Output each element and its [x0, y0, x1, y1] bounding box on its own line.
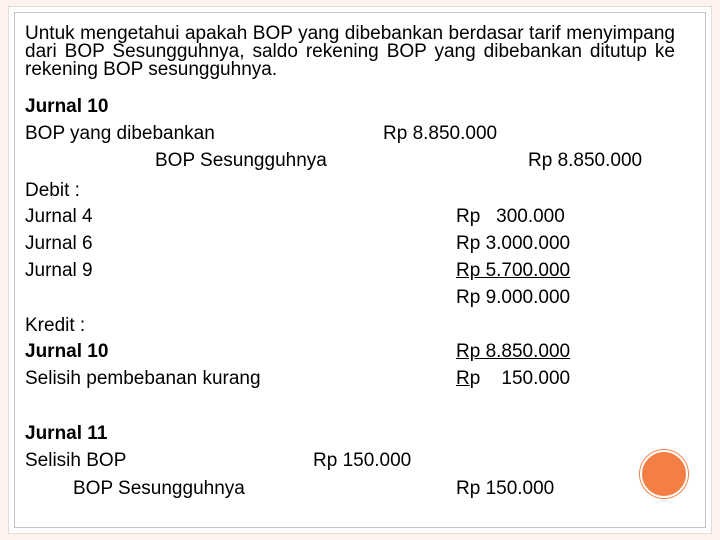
debit-row-label: Jurnal 9: [25, 260, 93, 281]
kredit-row-label: Selisih pembebanan kurang: [25, 368, 261, 389]
debit-row-amount: Rp 300.000: [456, 206, 565, 227]
kredit-amount-rest: p 150.000: [469, 368, 571, 389]
debit-row-label: Jurnal 4: [25, 206, 93, 227]
jurnal-10-credit-amount: Rp 8.850.000: [528, 150, 643, 171]
kredit-row-amount: Rp 8.850.000: [456, 341, 571, 362]
jurnal-11-credit-amount: Rp 150.000: [456, 478, 555, 499]
debit-row-amount: Rp 3.000.000: [456, 233, 571, 254]
debit-total-amount: Rp 9.000.000: [456, 287, 571, 308]
jurnal-10-credit-account: BOP Sesungguhnya: [155, 150, 327, 171]
jurnal-10-title: Jurnal 10: [25, 96, 109, 117]
intro-paragraph: Untuk mengetahui apakah BOP yang dibebankan berdasar tarif menyimpang dari BOP Sesungguhnya, saldo rekening BOP yang dibebankan ditutup ke rekening BOP sesungguhnya.: [25, 23, 675, 80]
jurnal-10-debit-amount: Rp 8.850.000: [383, 123, 498, 144]
kredit-row-label: Jurnal 10: [25, 341, 109, 362]
kredit-row-amount: [456, 368, 570, 389]
jurnal-11-debit-account: Selisih BOP: [25, 450, 127, 471]
debit-label: Debit :: [25, 180, 80, 201]
jurnal-10-debit-account: BOP yang dibebankan: [25, 123, 215, 144]
kredit-label: Kredit :: [25, 315, 86, 336]
jurnal-11-title: Jurnal 11: [25, 423, 108, 444]
jurnal-11-credit-account: BOP Sesungguhnya: [73, 478, 245, 499]
orange-circle-decoration: [640, 450, 688, 498]
jurnal-11-debit-amount: Rp 150.000: [313, 450, 412, 471]
debit-row-label: Jurnal 6: [25, 233, 93, 254]
kredit-amount-prefix: R: [456, 368, 470, 389]
debit-row-amount: Rp 5.700.000: [456, 260, 571, 281]
